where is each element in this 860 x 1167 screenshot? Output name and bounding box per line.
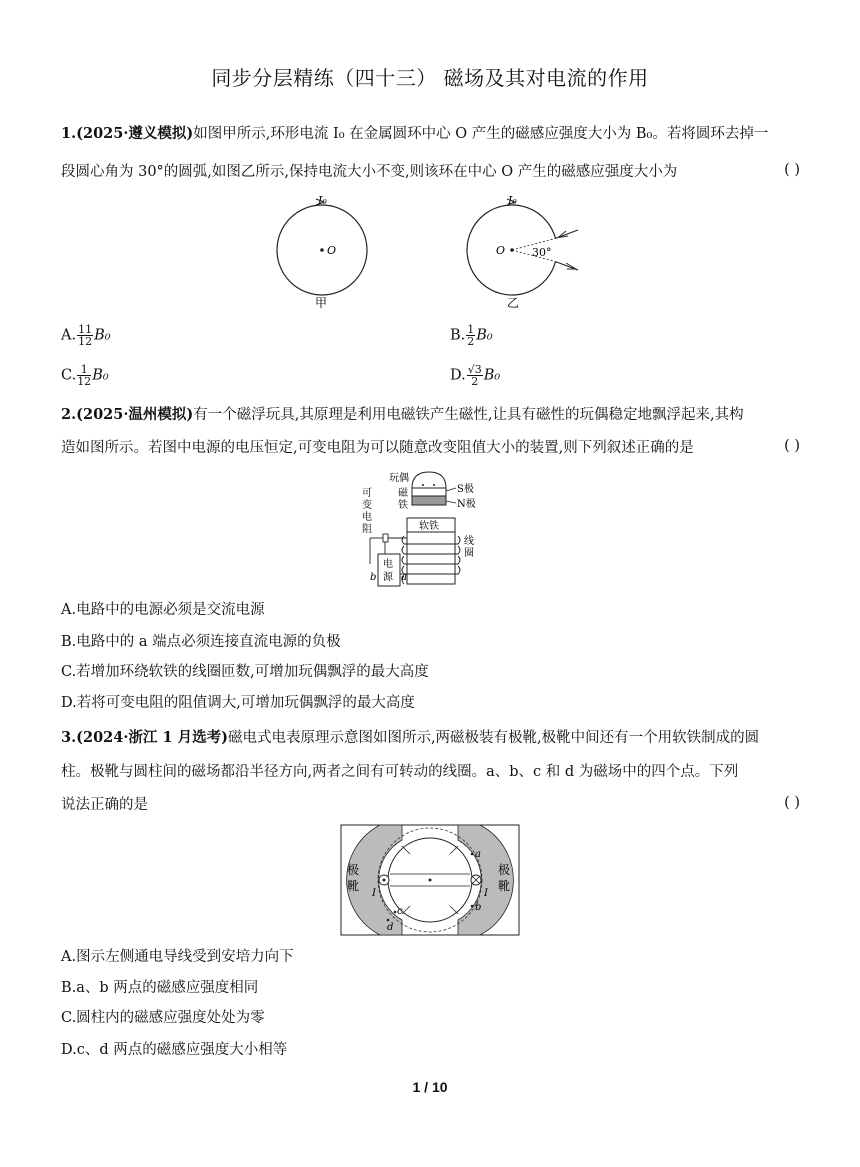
point-b-dot [471,905,474,908]
q1-figure [270,192,590,317]
q2-source: 2.(2025·温州模拟) [61,406,194,423]
current-label-left: I [372,888,376,899]
q2-option-c[interactable]: C.若增加环绕软铁的线圈匝数,可增加玩偶飘浮的最大高度 [61,664,429,680]
q2-line-2: 造如图所示。若图中电源的电压恒定,可变电阻为可以随意改变阻值大小的装置,则下列叙述正确的是 [61,440,694,456]
angle-label: 30° [532,246,552,259]
magnet-n-part [412,496,446,505]
center-dot-jia [320,248,324,252]
coil-core [407,532,455,584]
toy-eye-left [422,484,424,486]
q3-option-d[interactable]: D.c、d 两点的磁感应强度大小相等 [61,1042,288,1058]
axis-dot [429,879,432,882]
s-pole-label: S极 [457,484,474,495]
resistor-label-3: 电 [362,512,372,523]
q1-option-d[interactable]: D. $\frac{√3}{2}$ B₀ [450,363,501,388]
s-pole-pointer [446,488,456,491]
magnet-s-part [412,488,446,496]
current-label-yi: I₀ [508,194,517,207]
pole-label-left-1: 极 [347,863,360,877]
coil-label-1: 线 [464,536,474,547]
point-b: b [475,902,482,913]
q1-option-a[interactable]: A. $\frac{11}{12}$ B₀ [61,323,111,348]
pole-label-right-1: 极 [498,863,511,877]
q3-option-a[interactable]: A.图示左侧通电导线受到安培力向下 [61,949,294,965]
toy-label: 玩偶 [389,473,409,484]
q3-option-c[interactable]: C.圆柱内的磁感应强度处处为零 [61,1010,265,1026]
point-c-dot [394,911,397,914]
toy-eye-right [433,484,435,486]
caption-jia: 甲 [315,296,328,310]
point-c: c [397,906,403,917]
center-label-jia: O [327,244,337,257]
terminal-a: a [401,572,407,583]
q2-option-d[interactable]: D.若将可变电阻的阻值调大,可增加玩偶飘浮的最大高度 [61,695,415,711]
resistor-label-4: 阻 [362,524,372,535]
conductor-left-dot [383,879,386,882]
magnet-label-1: 磁 [398,488,408,499]
q3-source: 3.(2024·浙江 1 月选考) [61,729,228,746]
page-number: 1 / 10 [412,1079,448,1095]
q2-option-a[interactable]: A.电路中的电源必须是交流电源 [61,602,265,618]
q3-answer-paren: ( ) [784,795,800,811]
point-a: a [475,849,481,860]
point-a-dot [471,853,474,856]
q1-source: 1.(2025·遵义模拟) [61,125,194,142]
soft-iron-label: 软铁 [419,521,439,532]
resistor-label-1: 可 [362,488,372,499]
center-label-yi: O [496,244,506,257]
q3-option-b[interactable]: B.a、b 两点的磁感应强度相同 [61,980,259,996]
resistor-label-2: 变 [362,500,372,511]
n-pole-label: N极 [457,499,476,510]
point-d: d [387,922,394,933]
power-label-1: 电 [383,559,393,570]
q1-line-2: 段圆心角为 30°的圆弧,如图乙所示,保持电流大小不变,则该环在中心 O 产生的磁感应强度大小为 [61,164,678,180]
magnet-label-2: 铁 [398,500,408,511]
pole-label-left-2: 靴 [347,879,360,893]
toy-head [412,472,446,488]
pole-label-right-2: 靴 [498,879,511,893]
q1-line-1: 1.(2025·遵义模拟)如图甲所示,环形电流 I₀ 在金属圆环中心 O 产生的磁感应强度大小为 B₀。若将圆环去掉一 [61,125,769,142]
q1-option-c[interactable]: C. $\frac{1}{12}$ B₀ [61,363,109,388]
coil-label-2: 圈 [464,548,474,559]
q3-line-2: 柱。极靴与圆柱间的磁场都沿半径方向,两者之间有可转动的线圈。a、b、c 和 d 为磁场中的四个点。下列 [61,764,739,780]
q3-line-3: 说法正确的是 [61,797,148,813]
current-label-right: I [484,888,488,899]
q3-line-1: 3.(2024·浙江 1 月选考)磁电式电表原理示意图如图所示,两磁极装有极靴,极靴中间还有一个用软铁制成的圆 [61,729,760,746]
page-title: 同步分层精练（四十三） 磁场及其对电流的作用 [211,66,649,90]
q1-answer-paren: ( ) [784,162,800,178]
q2-line-1: 2.(2025·温州模拟)有一个磁浮玩具,其原理是利用电磁铁产生磁性,让具有磁性的玩偶稳定地飘浮起来,其构 [61,406,744,423]
current-label-jia: I₀ [318,194,327,207]
q3-figure [340,824,520,936]
q2-figure [360,466,510,588]
power-label-2: 源 [383,572,393,583]
caption-yi: 乙 [507,296,520,310]
q1-option-b[interactable]: B. $\frac{1}{2}$ B₀ [450,323,493,348]
q2-answer-paren: ( ) [784,438,800,454]
point-d-dot [387,919,390,922]
n-pole-pointer [446,501,456,503]
variable-resistor [383,534,388,542]
terminal-b: b [370,572,377,583]
q2-option-b[interactable]: B.电路中的 a 端点必须连接直流电源的负极 [61,634,341,650]
